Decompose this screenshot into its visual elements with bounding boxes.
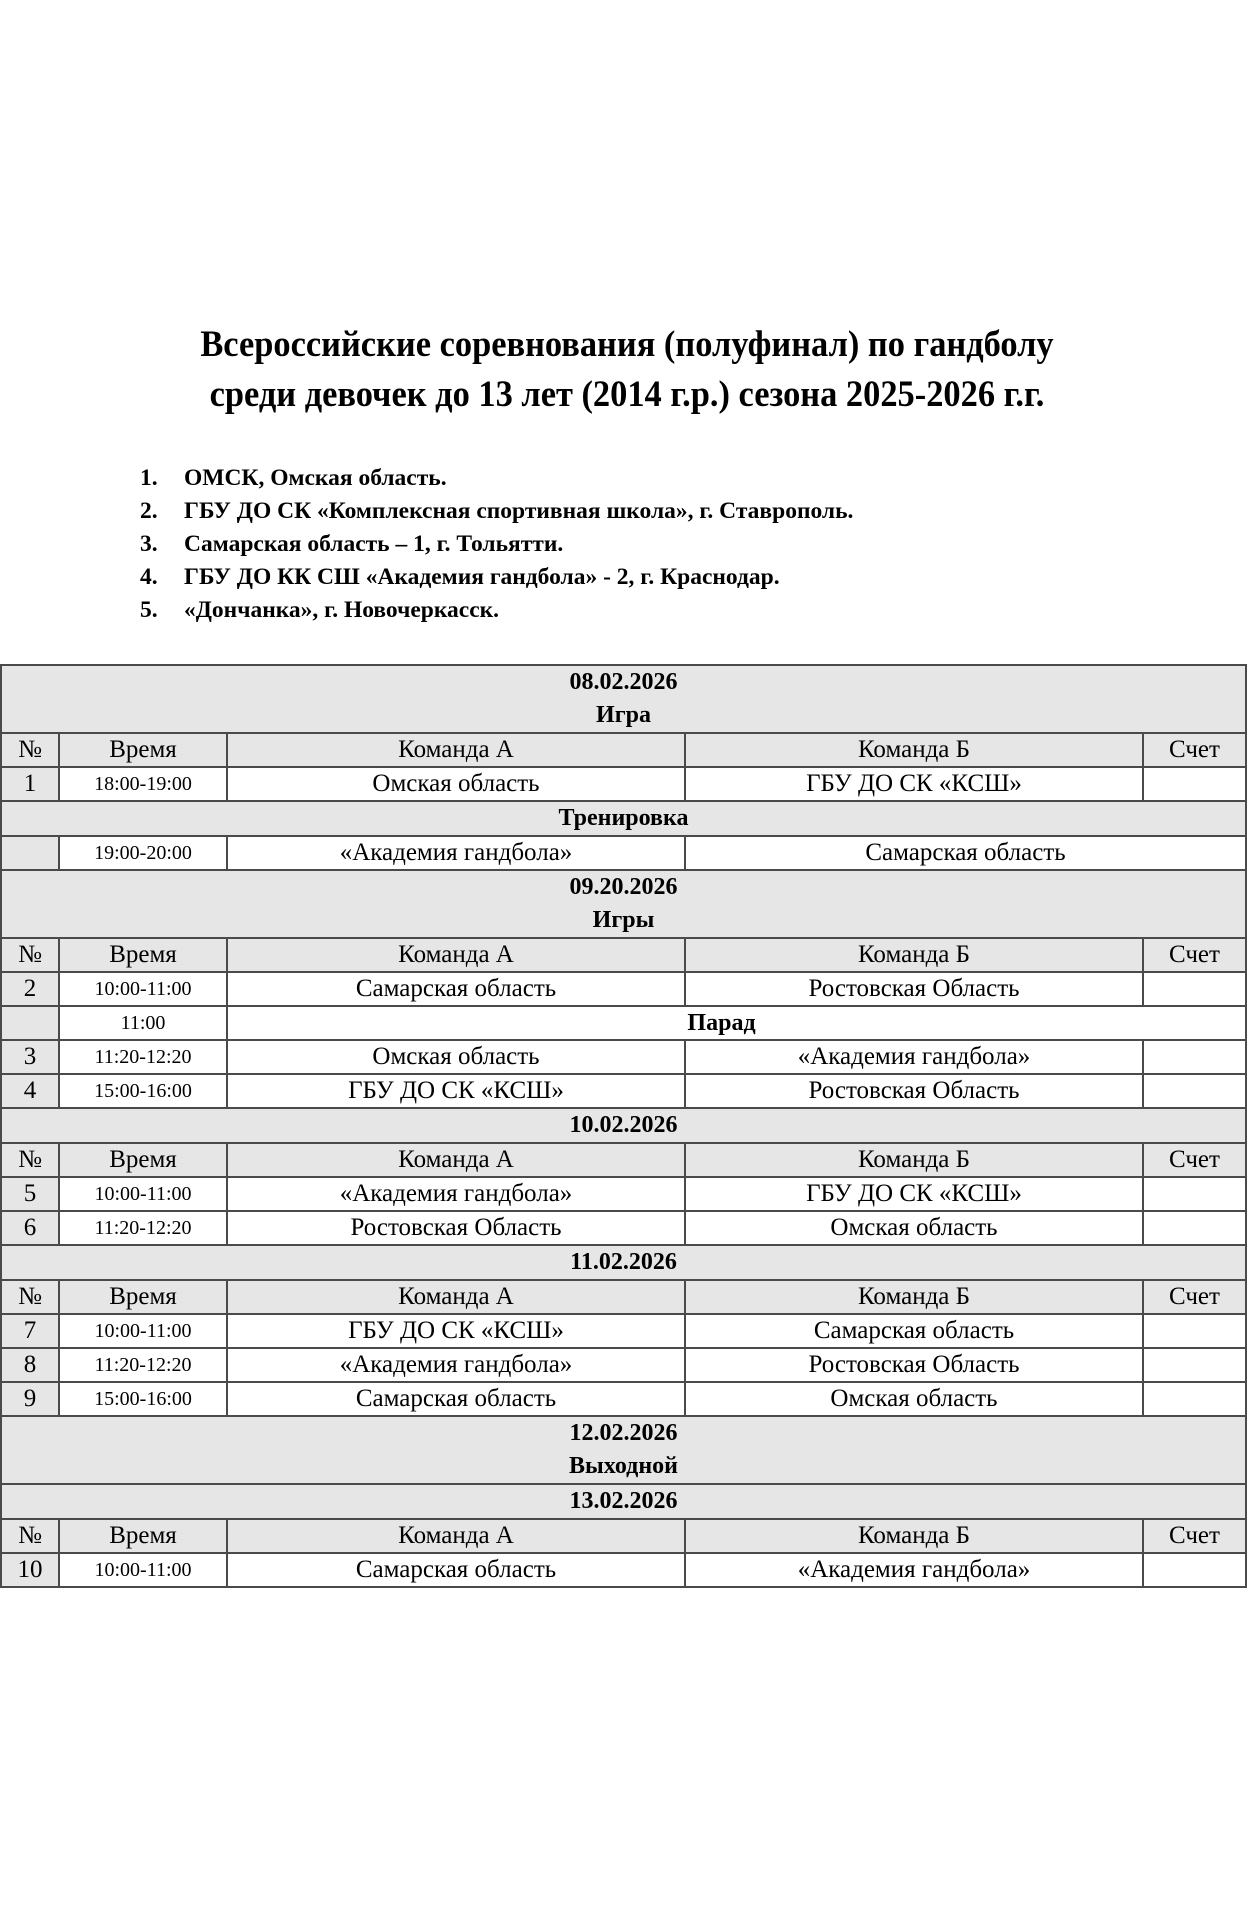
event-num	[1, 1006, 59, 1040]
col-time: Время	[59, 1143, 227, 1177]
match-num: 10	[1, 1553, 59, 1587]
team-list-item: 4. ГБУ ДО КК СШ «Академия гандбола» - 2, г. Краснодар.	[140, 564, 780, 590]
match-team-a: Ростовская Область	[227, 1211, 685, 1245]
col-time: Время	[59, 1280, 227, 1314]
match-score	[1143, 1177, 1246, 1211]
document-title	[44, 320, 1210, 420]
day-date: 13.02.2026	[1, 1484, 1246, 1519]
match-row	[1, 972, 1246, 1006]
day-header	[1, 1108, 1246, 1143]
match-row	[1, 1074, 1246, 1108]
match-time: 10:00-11:00	[59, 1314, 227, 1348]
team-list-item: 3. Самарская область – 1, г. Тольятти.	[140, 531, 564, 557]
match-team-a: Самарская область	[227, 1382, 685, 1416]
col-team-a: Команда А	[227, 1280, 685, 1314]
col-num: №	[1, 1280, 59, 1314]
match-time: 11:20-12:20	[59, 1211, 227, 1245]
day-date: 09.20.2026	[569, 874, 678, 900]
column-header-row	[1, 1519, 1246, 1553]
event-row	[1, 1006, 1246, 1040]
participating-teams-list	[140, 462, 853, 627]
col-team-b: Команда Б	[685, 1519, 1143, 1553]
training-label: Тренировка	[1, 801, 1246, 836]
col-num: №	[1, 938, 59, 972]
match-team-b: Омская область	[685, 1211, 1143, 1245]
col-score: Счет	[1143, 938, 1246, 972]
training-time: 19:00-20:00	[59, 836, 227, 870]
match-row	[1, 1314, 1246, 1348]
match-score	[1143, 1040, 1246, 1074]
col-team-b: Команда Б	[685, 1280, 1143, 1314]
match-num: 9	[1, 1382, 59, 1416]
match-score	[1143, 1382, 1246, 1416]
col-score: Счет	[1143, 1280, 1246, 1314]
day-label: Игра	[596, 702, 651, 728]
column-header-row	[1, 1143, 1246, 1177]
col-team-a: Команда А	[227, 938, 685, 972]
schedule-table	[0, 664, 1247, 1588]
col-team-b: Команда Б	[685, 938, 1143, 972]
match-row	[1, 1348, 1246, 1382]
day-header	[1, 1484, 1246, 1519]
match-score	[1143, 1074, 1246, 1108]
day-date: 11.02.2026	[1, 1245, 1246, 1280]
col-score: Счет	[1143, 733, 1246, 767]
match-team-b: Ростовская Область	[685, 1074, 1143, 1108]
day-date: 08.02.2026	[569, 669, 678, 695]
col-score: Счет	[1143, 1519, 1246, 1553]
column-header-row	[1, 938, 1246, 972]
day-label: Выходной	[569, 1453, 678, 1479]
day-header	[1, 1245, 1246, 1280]
col-time: Время	[59, 1519, 227, 1553]
day-header	[1, 1416, 1246, 1484]
team-list-item: 1. ОМСК, Омская область.	[140, 465, 447, 491]
col-team-a: Команда А	[227, 733, 685, 767]
col-team-a: Команда А	[227, 1519, 685, 1553]
day-header	[1, 665, 1246, 733]
match-team-b: «Академия гандбола»	[685, 1553, 1143, 1587]
match-time: 10:00-11:00	[59, 1553, 227, 1587]
training-team-a: «Академия гандбола»	[227, 836, 685, 870]
match-time: 10:00-11:00	[59, 1177, 227, 1211]
match-team-a: Омская область	[227, 767, 685, 801]
match-num: 8	[1, 1348, 59, 1382]
title-line-2: среди девочек до 13 лет (2014 г.р.) сезона 2025-2026 г.г.	[209, 374, 1045, 415]
day-date: 10.02.2026	[1, 1108, 1246, 1143]
training-team-b: Самарская область	[685, 836, 1246, 870]
match-num: 6	[1, 1211, 59, 1245]
match-time: 10:00-11:00	[59, 972, 227, 1006]
match-time: 18:00-19:00	[59, 767, 227, 801]
day-date: 12.02.2026	[569, 1420, 678, 1446]
match-row	[1, 767, 1246, 801]
day-label: Игры	[592, 907, 655, 933]
col-score: Счет	[1143, 1143, 1246, 1177]
training-header	[1, 801, 1246, 836]
match-team-a: Самарская область	[227, 972, 685, 1006]
match-team-a: ГБУ ДО СК «КСШ»	[227, 1074, 685, 1108]
team-list-item: 2. ГБУ ДО СК «Комплексная спортивная школа», г. Ставрополь.	[140, 498, 854, 524]
match-num: 3	[1, 1040, 59, 1074]
event-label: Парад	[227, 1006, 1246, 1040]
match-team-a: «Академия гандбола»	[227, 1348, 685, 1382]
training-num	[1, 836, 59, 870]
match-team-b: «Академия гандбола»	[685, 1040, 1143, 1074]
column-header-row	[1, 1280, 1246, 1314]
match-team-a: ГБУ ДО СК «КСШ»	[227, 1314, 685, 1348]
match-team-b: Ростовская Область	[685, 1348, 1143, 1382]
col-num: №	[1, 1143, 59, 1177]
match-time: 15:00-16:00	[59, 1074, 227, 1108]
col-team-b: Команда Б	[685, 733, 1143, 767]
match-num: 4	[1, 1074, 59, 1108]
title-line-1: Всероссийские соревнования (полуфинал) по гандболу	[200, 324, 1054, 365]
match-team-b: Самарская область	[685, 1314, 1143, 1348]
match-score	[1143, 972, 1246, 1006]
match-team-b: ГБУ ДО СК «КСШ»	[685, 1177, 1143, 1211]
match-score	[1143, 1348, 1246, 1382]
match-score	[1143, 1553, 1246, 1587]
match-time: 11:20-12:20	[59, 1348, 227, 1382]
match-row	[1, 1553, 1246, 1587]
match-num: 1	[1, 767, 59, 801]
team-list-item: 5. «Дончанка», г. Новочеркасск.	[140, 597, 500, 623]
match-team-a: Самарская область	[227, 1553, 685, 1587]
match-team-a: Омская область	[227, 1040, 685, 1074]
match-score	[1143, 1211, 1246, 1245]
column-header-row	[1, 733, 1246, 767]
match-num: 2	[1, 972, 59, 1006]
match-team-a: «Академия гандбола»	[227, 1177, 685, 1211]
col-team-b: Команда Б	[685, 1143, 1143, 1177]
match-time: 11:20-12:20	[59, 1040, 227, 1074]
match-num: 5	[1, 1177, 59, 1211]
col-num: №	[1, 1519, 59, 1553]
match-score	[1143, 1314, 1246, 1348]
match-row	[1, 1382, 1246, 1416]
event-time: 11:00	[59, 1006, 227, 1040]
match-row	[1, 1211, 1246, 1245]
match-num: 7	[1, 1314, 59, 1348]
match-team-b: ГБУ ДО СК «КСШ»	[685, 767, 1143, 801]
match-team-b: Омская область	[685, 1382, 1143, 1416]
training-row	[1, 836, 1246, 870]
col-time: Время	[59, 938, 227, 972]
col-time: Время	[59, 733, 227, 767]
match-score	[1143, 767, 1246, 801]
day-header	[1, 870, 1246, 938]
col-num: №	[1, 733, 59, 767]
match-row	[1, 1040, 1246, 1074]
match-time: 15:00-16:00	[59, 1382, 227, 1416]
match-row	[1, 1177, 1246, 1211]
col-team-a: Команда А	[227, 1143, 685, 1177]
match-team-b: Ростовская Область	[685, 972, 1143, 1006]
